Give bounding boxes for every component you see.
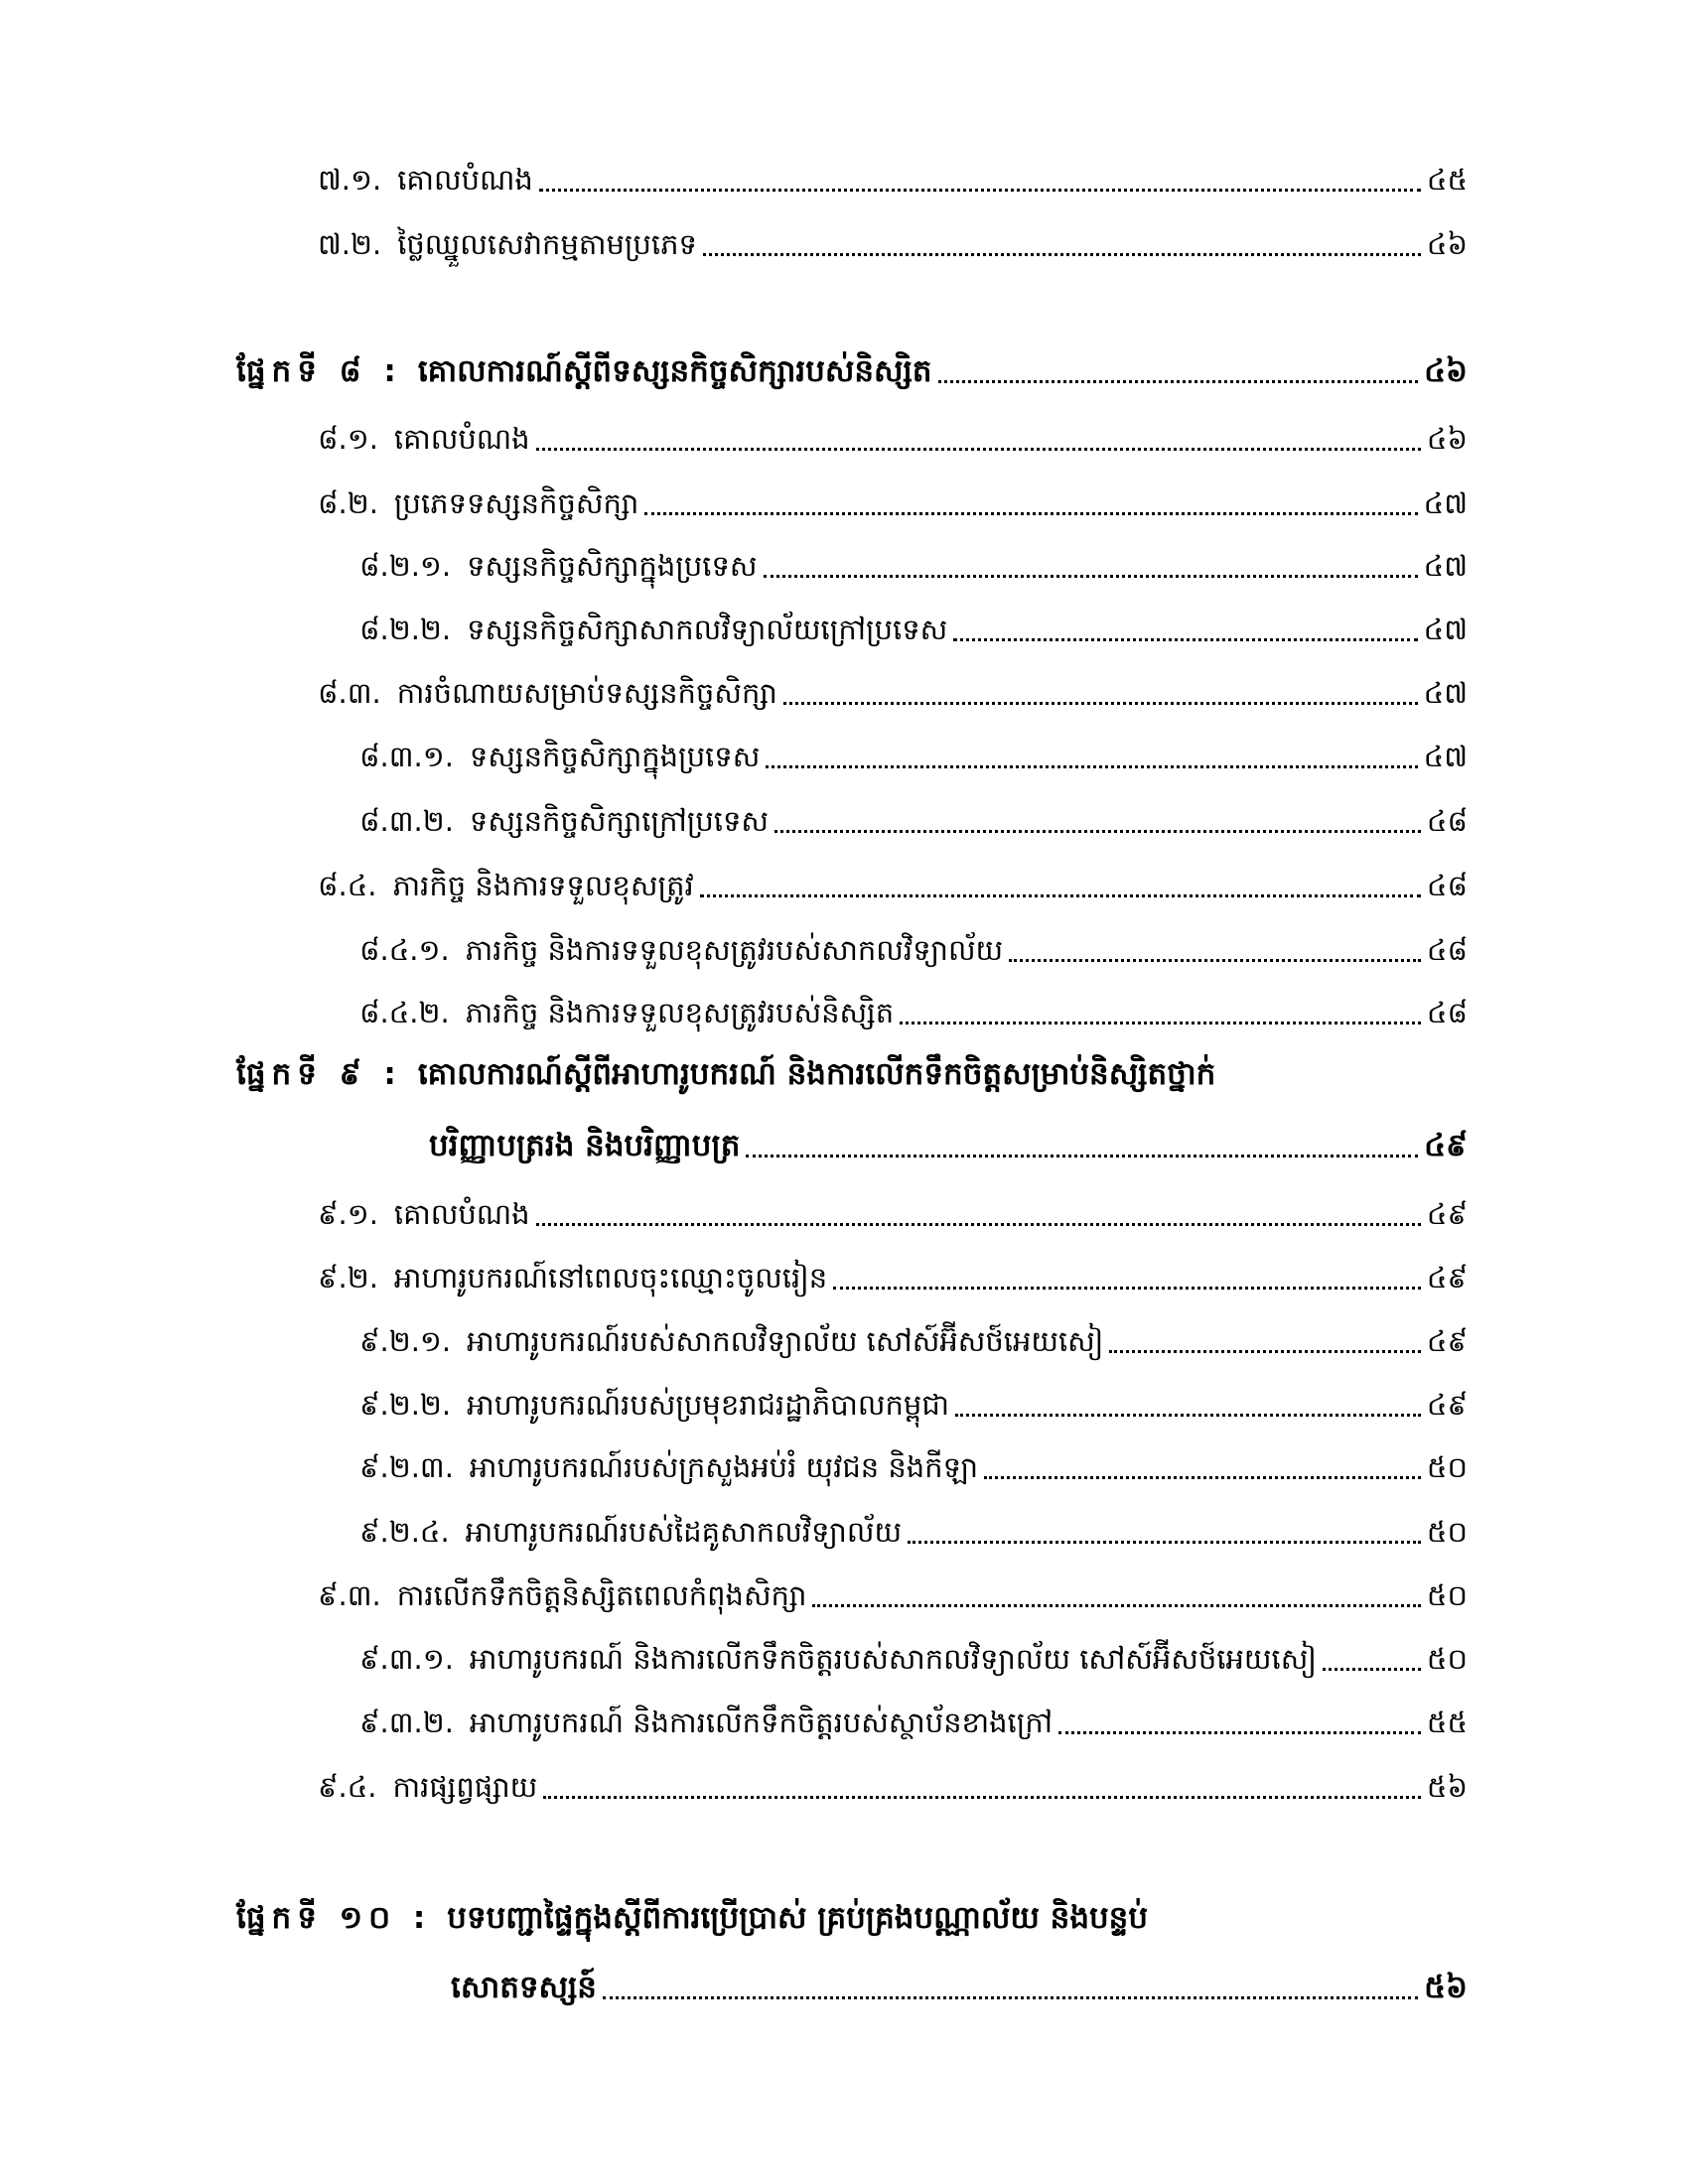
entry-number: ៩.២.៤. [359, 1515, 450, 1549]
toc-entry [318, 156, 1468, 204]
toc-entry [318, 1763, 1468, 1811]
entry-number: ៩.៣.១. [359, 1642, 454, 1676]
entry-page: ៤៦ [1424, 353, 1468, 389]
entry-title: ទស្សនកិច្ចសិក្សាសាកលវិទ្យាល័យក្រៅប្រទេស [467, 613, 948, 646]
entry-title: គោលបំណង [393, 1197, 530, 1231]
entry-page: ៤៥ [1426, 163, 1468, 197]
dot-leader [536, 448, 1421, 451]
entry-number: ៩.១. [318, 1197, 378, 1231]
entry-title: អាហារូបករណ៍របស់ក្រសួងអប់រំ យុវជន និងកីឡា [469, 1450, 978, 1484]
toc-entry [318, 669, 1468, 717]
dot-leader [536, 1223, 1421, 1226]
dot-leader [603, 1996, 1418, 1999]
entry-page: ៤៩ [1426, 1197, 1468, 1231]
entry-page: ៤៦ [1426, 422, 1468, 456]
entry-page: ៤៧ [1423, 740, 1468, 773]
toc-entry [359, 1317, 1468, 1365]
dot-leader [908, 1541, 1421, 1544]
entry-page: ៥៥ [1426, 1706, 1468, 1739]
toc-entry [359, 606, 1468, 653]
toc-entry [359, 733, 1468, 780]
toc-entry [359, 1443, 1468, 1491]
toc-chapter [236, 347, 1468, 395]
entry-page: ៤៩ [1426, 1261, 1468, 1295]
entry-number: ៨.២.១. [359, 549, 452, 583]
toc-entry [318, 862, 1468, 909]
entry-page: ៤៩ [1426, 1388, 1468, 1422]
entry-title: អាហារូបករណ៍ និងការលើកទឹកចិត្តរបស់សាកលវិទ្យាល័យ សៅស៍អ៊ីសថ៍អេយសៀ [469, 1642, 1317, 1676]
entry-page: ៥០ [1426, 1578, 1468, 1612]
entry-number: ៨.៣. [318, 676, 381, 710]
dot-leader [644, 512, 1417, 515]
toc-entry [359, 1699, 1468, 1746]
entry-page: ៥០ [1426, 1450, 1468, 1484]
dot-leader [938, 380, 1419, 383]
entry-title: អាហារូបករណ៍របស់សាកលវិទ្យាល័យ សៅស៍អ៊ីសថ៍អេយសៀ [467, 1324, 1104, 1358]
entry-title: អាហារូបករណ៍របស់ដៃគូសាកលវិទ្យាល័យ [465, 1515, 903, 1549]
toc-entry [359, 989, 1468, 1036]
toc-entry [359, 926, 1468, 974]
dot-leader [955, 1414, 1421, 1417]
entry-number: ៩.២.១. [359, 1324, 452, 1358]
toc-entry [318, 220, 1468, 268]
dot-leader [703, 253, 1421, 256]
toc-entry [359, 1508, 1468, 1556]
dot-leader [774, 830, 1421, 833]
entry-number: ៩.២.២. [359, 1388, 452, 1422]
chapter-number: ផ្នែកទី ១០ : [236, 1900, 432, 1936]
dot-leader [783, 702, 1418, 705]
entry-title: អាហារូបករណ៍នៅពេលចុះឈ្មោះចូលរៀន [393, 1261, 828, 1295]
entry-title: ទស្សនកិច្ចសិក្សាក្នុងប្រទេស [469, 740, 761, 773]
entry-page: ៤៨ [1426, 933, 1468, 967]
toc-entry [359, 1635, 1468, 1683]
entry-title: ថ្លៃឈ្នួលសេវាកម្មតាមប្រភេទ [397, 227, 697, 261]
entry-page: ៤៩ [1424, 1128, 1468, 1163]
toc-entry [318, 1190, 1468, 1238]
entry-title: អាហារូបករណ៍ និងការលើកទឹកចិត្តរបស់ស្ថាប័នខាងក្រៅ [469, 1706, 1054, 1739]
entry-number: ៨.៤.២. [359, 996, 450, 1029]
entry-title: ភារកិច្ច និងការទទួលខុសត្រូវ [392, 869, 694, 902]
entry-number: ៨.១. [318, 422, 378, 456]
toc-chapter [236, 1894, 1468, 1942]
entry-number: ៨.២.២. [359, 613, 452, 646]
dot-leader [1058, 1731, 1421, 1734]
entry-number: ៩.៣.២. [359, 1706, 454, 1739]
dot-leader [812, 1604, 1421, 1607]
entry-number: ៩.២.៣. [359, 1450, 454, 1484]
entry-title: ការចំណាយសម្រាប់ទស្សនកិច្ចសិក្សា [396, 676, 777, 710]
chapter-title: សោតទស្សន៍ [451, 1970, 597, 2005]
toc-chapter-continuation [429, 1122, 1468, 1169]
entry-page: ៥៦ [1424, 1970, 1468, 2005]
dot-leader [700, 894, 1421, 897]
entry-title: ភារកិច្ច និងការទទួលខុសត្រូវរបស់សាកលវិទ្យាល័យ [465, 933, 1004, 967]
entry-title: ទស្សនកិច្ចសិក្សាក្នុងប្រទេស [467, 549, 758, 583]
entry-page: ៥០ [1426, 1642, 1468, 1676]
entry-page: ៤៧ [1423, 486, 1468, 520]
entry-page: ៤៧ [1423, 613, 1468, 646]
toc-entry [359, 1381, 1468, 1429]
entry-page: ៤៨ [1426, 804, 1468, 838]
entry-page: ៥៦ [1426, 1770, 1468, 1804]
chapter-title: គោលការណ៍ស្តីពីអាហារូបករណ៍ និងការលើកទឹកចិត្តសម្រាប់និស្សិតថ្នាក់ [417, 1056, 1216, 1092]
entry-number: ៨.៣.១. [359, 740, 454, 773]
entry-page: ៤៧ [1423, 549, 1468, 583]
entry-title: គោលបំណង [397, 163, 533, 197]
entry-number: ៨.២. [318, 486, 378, 520]
toc-entry [359, 542, 1468, 590]
entry-number: ៧.១. [318, 163, 382, 197]
entry-title: ការលើកទឹកចិត្តនិស្សិតពេលកំពុងសិក្សា [396, 1578, 807, 1612]
entry-number: ៨.៤. [318, 869, 377, 902]
entry-number: ៨.៣.២. [359, 804, 454, 838]
chapter-number: ផ្នែកទី ៩ : [236, 1056, 402, 1092]
dot-leader [539, 189, 1421, 192]
entry-number: ៧.២. [318, 227, 382, 261]
dot-leader [766, 765, 1417, 768]
chapter-number: ផ្នែកទី ៨ : [236, 353, 402, 389]
entry-page: ៥០ [1426, 1515, 1468, 1549]
toc-entry [359, 797, 1468, 845]
entry-page: ៤៨ [1426, 869, 1468, 902]
dot-leader [984, 1476, 1421, 1479]
toc-entry [318, 479, 1468, 527]
dot-leader [764, 575, 1418, 578]
dot-leader [900, 1022, 1421, 1024]
entry-title: ភារកិច្ច និងការទទួលខុសត្រូវរបស់និស្សិត [465, 996, 895, 1029]
chapter-title: គោលការណ៍ស្តីពីទស្សនកិច្ចសិក្សារបស់និស្សិត [417, 353, 932, 389]
dot-leader [833, 1287, 1421, 1290]
dot-leader [1009, 959, 1421, 962]
entry-number: ៩.៣. [318, 1578, 381, 1612]
dot-leader [1109, 1350, 1421, 1353]
toc-entry [318, 1254, 1468, 1301]
toc-chapter [236, 1050, 1468, 1098]
entry-title: ការផ្សព្វផ្សាយ [392, 1770, 538, 1804]
entry-number: ៩.៤. [318, 1770, 377, 1804]
entry-page: ៤៦ [1426, 227, 1468, 261]
entry-title: ទស្សនកិច្ចសិក្សាក្រៅប្រទេស [469, 804, 769, 838]
entry-page: ៤៩ [1426, 1324, 1468, 1358]
dot-leader [1323, 1668, 1421, 1671]
entry-number: ៩.២. [318, 1261, 378, 1295]
entry-title: ប្រភេទទស្សនកិច្ចសិក្សា [393, 486, 639, 520]
chapter-title: បរិញ្ញាបត្ររង និងបរិញ្ញាបត្រ [429, 1128, 741, 1163]
entry-page: ៤៧ [1423, 676, 1468, 710]
dot-leader [953, 638, 1417, 641]
toc-entry [318, 1571, 1468, 1619]
toc-entry [318, 415, 1468, 463]
dot-leader [543, 1796, 1421, 1799]
entry-number: ៨.៤.១. [359, 933, 450, 967]
chapter-title: បទបញ្ជាផ្ទៃក្នុងស្តីពីការប្រើប្រាស់ គ្រប់គ្រងបណ្ណាល័យ និងបន្ទប់ [447, 1900, 1149, 1936]
dot-leader [746, 1155, 1418, 1158]
entry-title: គោលបំណង [393, 422, 530, 456]
entry-title: អាហារូបករណ៍របស់ប្រមុខរាជរដ្ឋាភិបាលកម្ពុជា [467, 1388, 949, 1422]
toc-chapter-continuation [451, 1964, 1468, 2011]
entry-page: ៤៨ [1426, 996, 1468, 1029]
